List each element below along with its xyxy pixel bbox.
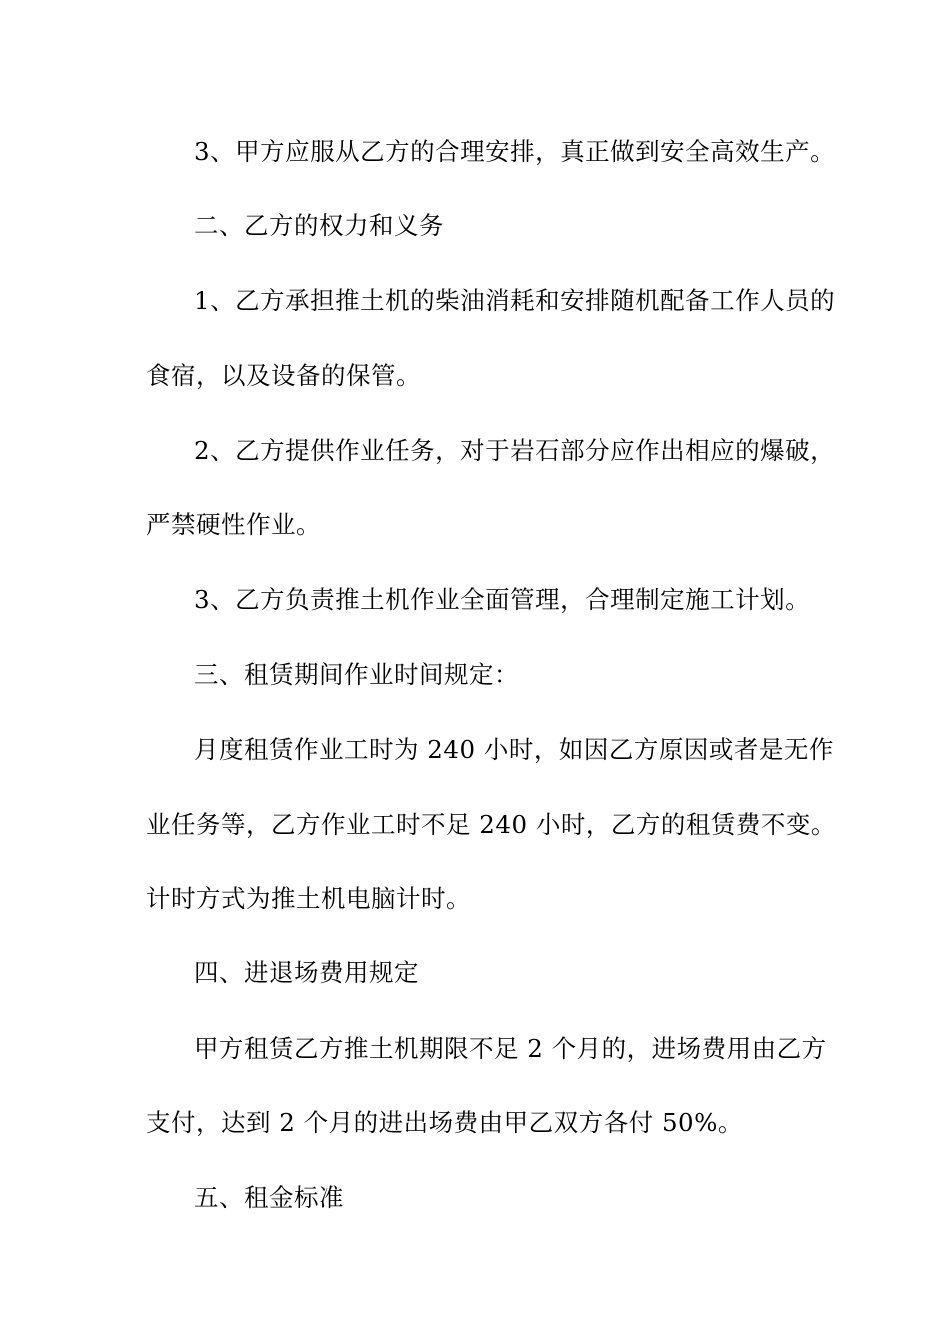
clause-2-3: 3、乙方负责推土机作业全面管理，合理制定施工计划。: [194, 585, 811, 614]
clause-2-1-line-2: 食宿，以及设备的保管。: [146, 361, 421, 390]
clause-2-1-line-1: 1、乙方承担推土机的柴油消耗和安排随机配备工作人员的: [194, 286, 836, 315]
section-3-line-1: 月度租赁作业工时为 240 小时，如因乙方原因或者是无作: [194, 735, 834, 764]
section-3-line-3: 计时方式为推土机电脑计时。: [146, 884, 471, 913]
section-4-line-2: 支付，达到 2 个月的进出场费由甲乙双方各付 50%。: [146, 1108, 743, 1137]
clause-2-2-line-2: 严禁硬性作业。: [146, 510, 321, 539]
section-heading-4: 四、进退场费用规定: [194, 958, 419, 987]
section-4-line-1: 甲方租赁乙方推土机期限不足 2 个月的，进场费用由乙方: [194, 1034, 827, 1063]
section-3-line-2: 业任务等，乙方作业工时不足 240 小时，乙方的租赁费不变。: [146, 810, 836, 839]
clause-2-2-line-1: 2、乙方提供作业任务，对于岩石部分应作出相应的爆破，: [194, 436, 836, 465]
section-heading-5: 五、租金标准: [194, 1183, 344, 1212]
section-heading-2: 二、乙方的权力和义务: [194, 211, 444, 240]
section-heading-3: 三、租赁期间作业时间规定：: [194, 660, 519, 689]
clause-1-3: 3、甲方应服从乙方的合理安排，真正做到安全高效生产。: [194, 137, 836, 166]
